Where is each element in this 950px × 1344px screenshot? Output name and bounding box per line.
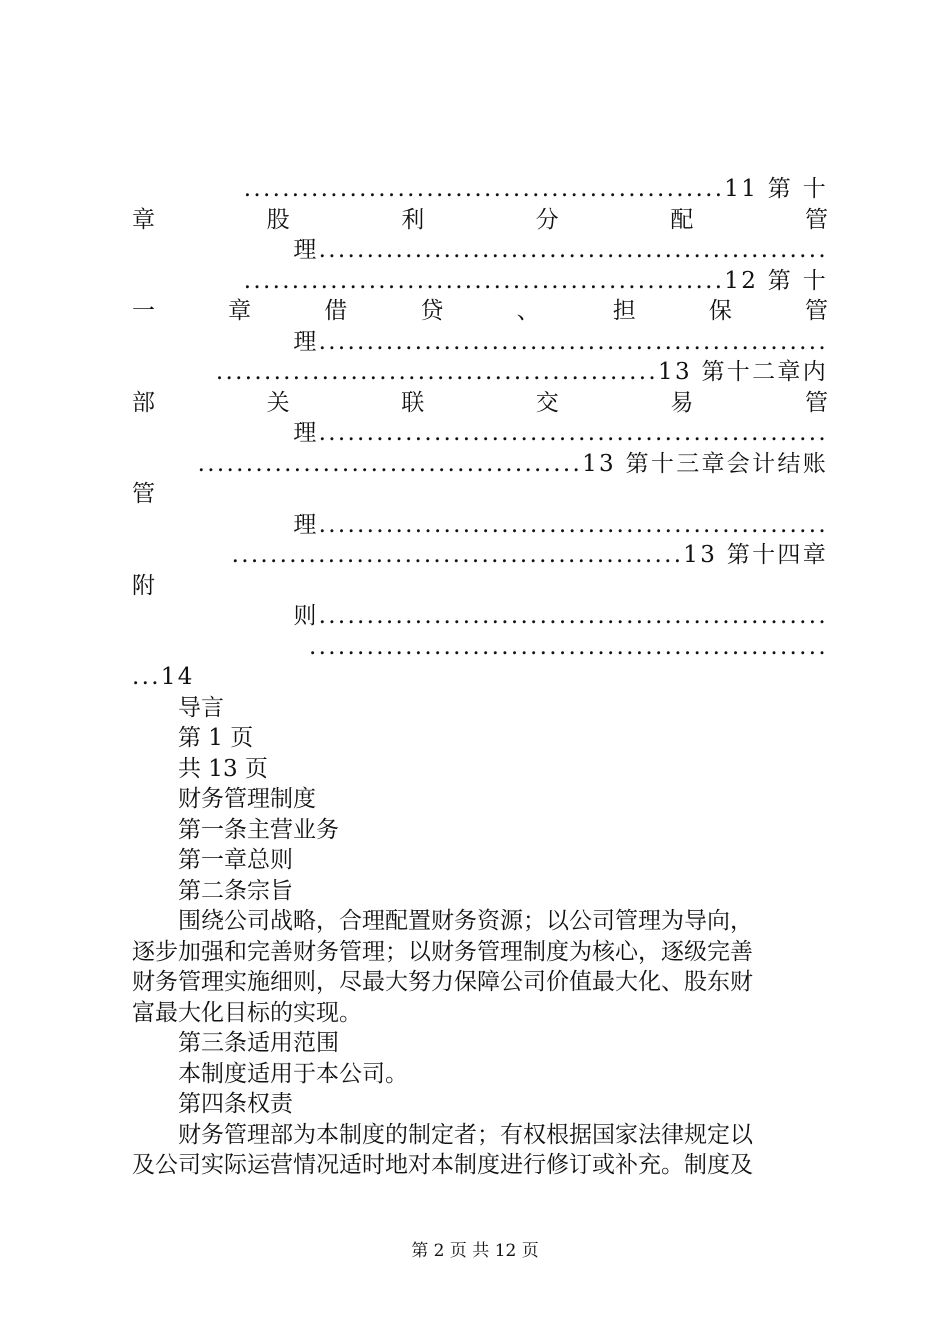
toc-text: 理.....................................................	[293, 237, 828, 263]
toc-char: 股	[266, 206, 290, 233]
toc-char: 担	[612, 298, 636, 324]
toc-text: ...............................................13 第十四章	[231, 542, 828, 568]
toc-char: 管	[804, 298, 828, 324]
toc-char: 分	[535, 206, 559, 233]
toc-text: 理.....................................................	[293, 511, 828, 538]
body-line: 第 1 页	[178, 725, 254, 751]
toc-line	[132, 418, 828, 449]
body-line: 及公司实际运营情况适时地对本制度进行修订或补充。制度及	[132, 1152, 753, 1178]
body-line: 共 13 页	[178, 755, 268, 782]
toc-text: ...14	[132, 664, 195, 690]
body-line: 财务管理制度	[178, 786, 316, 812]
toc-line	[132, 296, 828, 327]
body-line: 围绕公司战略，合理配置财务资源；以公司管理为导向，	[178, 908, 753, 934]
toc-line	[132, 479, 828, 510]
toc-line	[132, 540, 828, 571]
body-line: 第三条适用范围	[178, 1030, 339, 1056]
toc-text: ..................................................11 第 十	[243, 176, 828, 202]
toc-line	[132, 357, 828, 388]
toc-char: 章	[228, 298, 252, 324]
body-line: 财务管理部为本制度的制定者；有权根据国家法律规定以	[178, 1121, 753, 1148]
toc-line	[132, 601, 828, 632]
toc-char: 管	[804, 389, 828, 416]
toc-line	[132, 235, 828, 266]
toc-line	[132, 510, 828, 541]
body-line: 本制度适用于本公司。	[178, 1060, 408, 1087]
toc-char: 一	[132, 298, 155, 324]
toc-text: 理.....................................................	[293, 420, 828, 446]
toc-line	[132, 205, 828, 236]
toc-line	[132, 662, 828, 693]
toc-line	[132, 571, 828, 602]
toc-char: 管	[804, 206, 828, 233]
toc-char: 联	[401, 389, 425, 416]
toc-text: ........................................13 第十三章会计结账	[197, 450, 828, 477]
toc-char: 章	[132, 206, 155, 233]
toc-text: ..................................................12 第 十	[243, 267, 828, 294]
toc-text: ......................................................	[309, 633, 828, 660]
toc-char: 借	[324, 298, 348, 324]
toc-char: 关	[266, 389, 290, 416]
toc-char: 配	[670, 206, 694, 233]
toc-text: 管	[132, 481, 158, 507]
toc-line	[132, 449, 828, 480]
toc-text: 理.....................................................	[293, 328, 828, 355]
document-body	[132, 693, 828, 1181]
table-of-contents	[132, 174, 828, 693]
toc-char: 保	[708, 298, 732, 324]
body-line: 第二条宗旨	[178, 877, 293, 904]
toc-text: ..............................................13 第十二章内	[215, 359, 828, 385]
document-content	[132, 174, 828, 1181]
toc-text: 附	[132, 572, 158, 599]
body-line: 富最大化目标的实现。	[132, 999, 362, 1026]
toc-line	[132, 388, 828, 419]
toc-line	[132, 266, 828, 297]
toc-char: 利	[401, 206, 425, 233]
toc-char: 、	[516, 298, 540, 324]
toc-char: 交	[535, 389, 559, 416]
toc-char: 部	[132, 389, 155, 416]
body-line: 第一章总则	[178, 847, 293, 873]
toc-char: 易	[670, 389, 694, 416]
toc-text: 则.....................................................	[293, 603, 828, 629]
toc-line	[132, 632, 828, 663]
toc-char: 贷	[420, 298, 444, 324]
body-line: 导言	[178, 694, 224, 721]
toc-line	[132, 327, 828, 358]
body-line: 第四条权责	[178, 1091, 293, 1117]
toc-line	[132, 174, 828, 205]
page-footer: 第 2 页 共 12 页	[411, 1241, 539, 1261]
body-line: 财务管理实施细则，尽最大努力保障公司价值最大化、股东财	[132, 969, 753, 995]
body-line: 第一条主营业务	[178, 816, 339, 843]
body-line: 逐步加强和完善财务管理；以财务管理制度为核心，逐级完善	[132, 938, 753, 965]
